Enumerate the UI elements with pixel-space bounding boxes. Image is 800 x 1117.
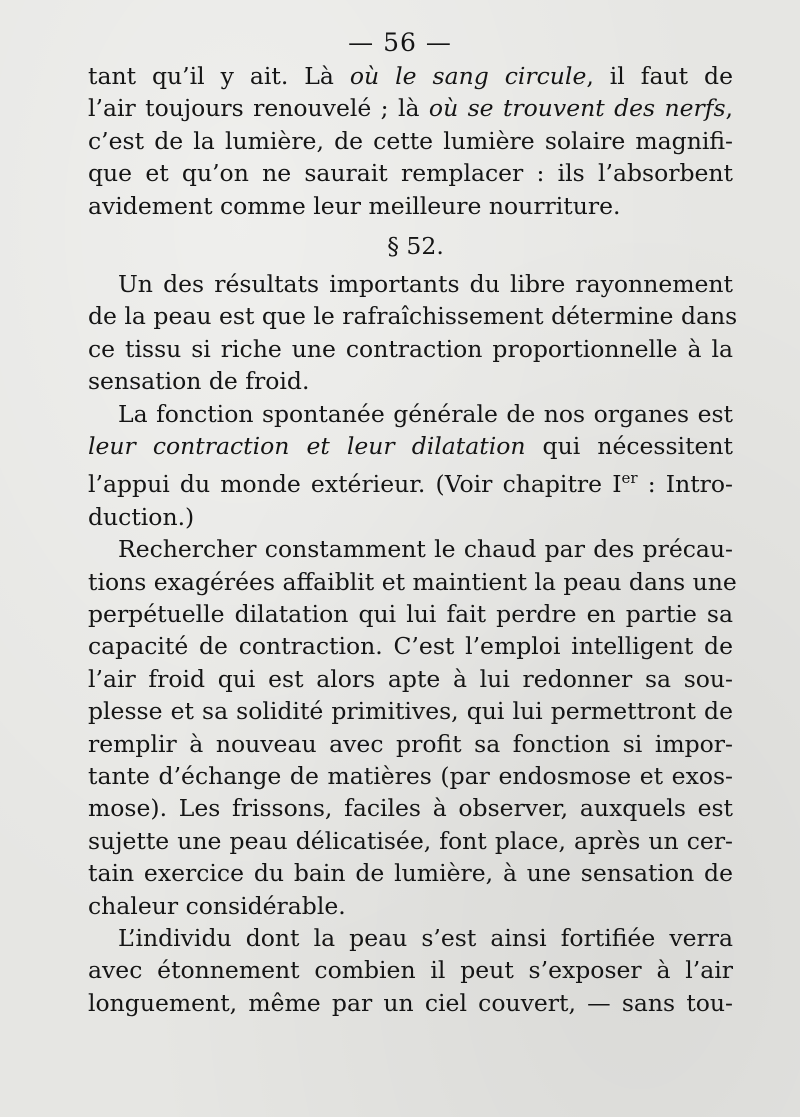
- text-line: remplir à nouveau avec profit sa fonction si impor-: [88, 729, 733, 758]
- paragraph-3: [88, 398, 733, 533]
- text-line: que et qu’on ne saurait remplacer : ils l’absorbent: [88, 159, 733, 188]
- body-text: [88, 60, 738, 1019]
- text-line: tante d’échange de matières (par endosmose et exos-: [88, 761, 733, 790]
- text-line: ce tissu si riche une contraction proportionnelle à la: [88, 334, 733, 363]
- text-line: c’est de la lumière, de cette lumière solaire magnifi-: [88, 126, 733, 155]
- text-line: L’individu dont la peau s’est ainsi fortifiée verra: [118, 923, 733, 952]
- text-line: Rechercher constamment le chaud par des précau-: [118, 535, 733, 564]
- text-line: l’appui du monde extérieur. (Voir chapitre Ier : Intro-: [88, 469, 733, 499]
- italic-phrase: leur contraction et leur dilatation: [88, 432, 526, 461]
- text-line: perpétuelle dilatation qui lui fait perdre en partie sa: [88, 599, 733, 628]
- text-line: La fonction spontanée générale de nos organes est: [118, 399, 733, 428]
- section-heading: § 52.: [387, 232, 444, 261]
- page-number: — 56 —: [348, 28, 452, 57]
- text-line: mose). Les frissons, faciles à observer, auxquels est: [88, 794, 733, 823]
- superscript: er: [621, 469, 638, 488]
- text-line: longuement, même par un ciel couvert, — sans tou-: [88, 988, 733, 1017]
- text-line: capacité de contraction. C’est l’emploi intelligent de: [88, 632, 733, 661]
- text-line: tain exercice du bain de lumière, à une sensation de: [88, 859, 733, 888]
- text-line: plesse et sa solidité primitives, qui lui permettront de: [88, 697, 733, 726]
- italic-phrase: où se trouvent des nerfs: [428, 94, 726, 123]
- text-line: l’air froid qui est alors apte à lui redonner sa sou-: [88, 664, 733, 693]
- text-line: Un des résultats importants du libre rayonnement: [118, 270, 733, 299]
- text-line: sujette une peau délicatisée, font place, après un cer-: [88, 826, 733, 855]
- text-line: chaleur considérable.: [88, 891, 346, 920]
- italic-phrase: où le sang circule: [349, 62, 587, 90]
- text-line: tions exagérées affaiblit et maintient la peau dans une: [88, 567, 737, 596]
- text-line: sensation de froid.: [88, 367, 310, 396]
- text-line: tant qu’il y ait. Là où le sang circule, il faut de: [88, 62, 733, 90]
- paragraph-2: [88, 268, 738, 398]
- text-line: avec étonnement combien il peut s’exposer à l’air: [88, 956, 733, 985]
- paragraph-5: [88, 922, 733, 1019]
- paragraph-1: [88, 60, 733, 222]
- text-line: l’air toujours renouvelé ; là où se trouvent des nerfs,: [88, 94, 733, 123]
- text-line: de la peau est que le rafraîchissement détermine dans: [88, 302, 738, 331]
- paragraph-4: [88, 533, 737, 922]
- text-line: avidement comme leur meilleure nourriture.: [88, 191, 621, 220]
- text-line: leur contraction et leur dilatation qui nécessitent: [88, 432, 733, 461]
- text-line: duction.): [88, 502, 195, 531]
